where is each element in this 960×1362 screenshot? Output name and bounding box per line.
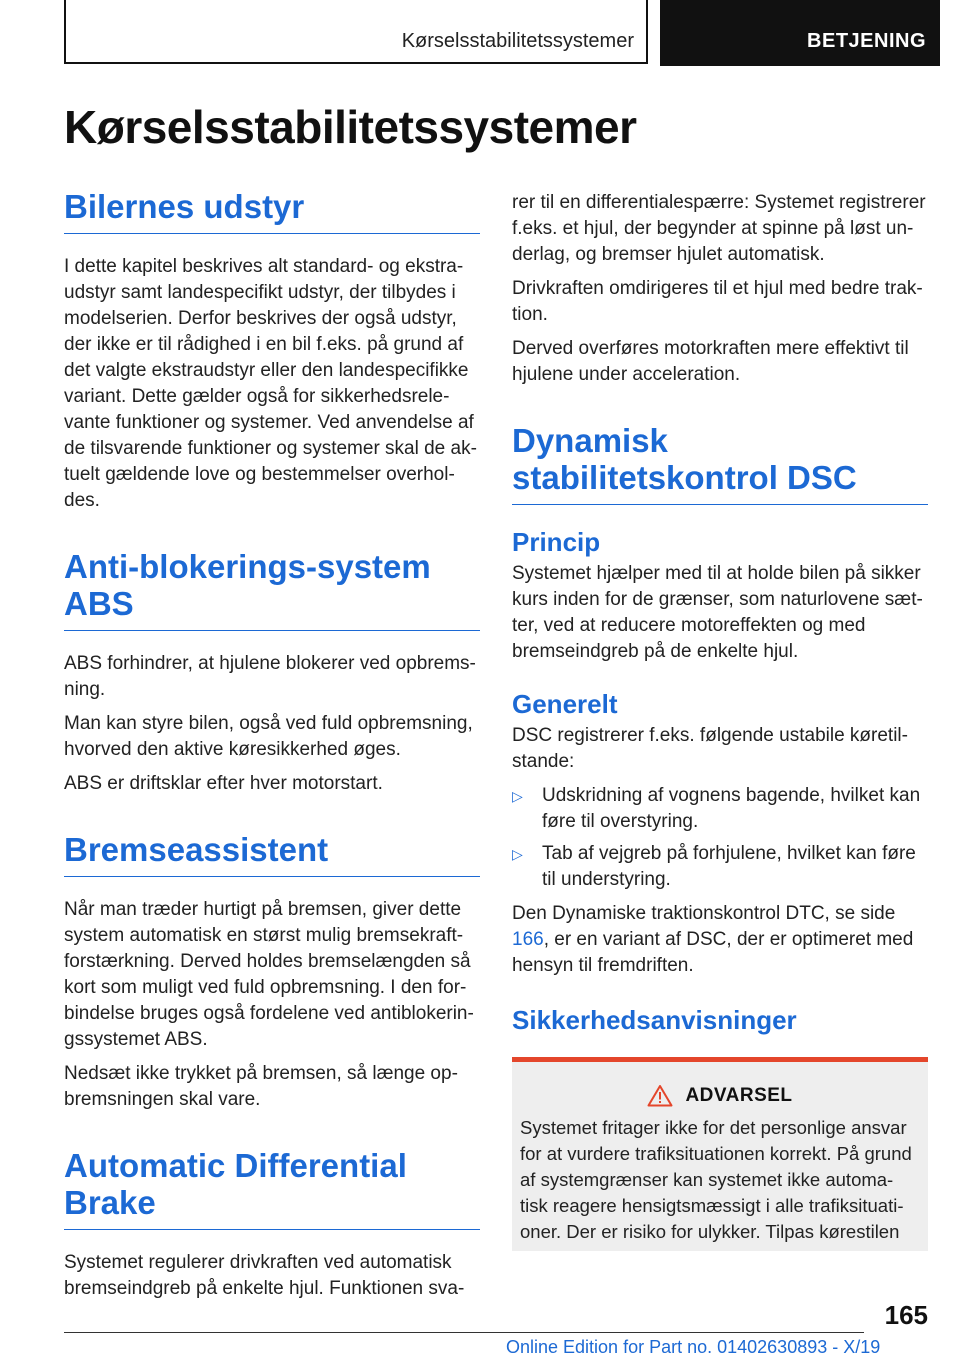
footer-edition-text: Online Edition for Part no. 01402630893 - X/19 [506,1337,881,1357]
list-item: ▷ Tab af vejgreb på forhjulene, hvilket kan føre til understyring. [512,843,916,890]
page-reference-link[interactable]: 166 [512,929,544,950]
paragraph: Systemet hjælper med til at holde bilen på sikker kurs inden for de grænser, som naturlovene sæt-ter, ved at reducere motoreffekten og med bremseindgreb på de enkelte hjul. [512,563,923,662]
paragraph: I dette kapitel beskrives alt standard- og ekstra-udstyr samt landespecifikt udstyr, der tilbydes i modelserien. Derfor beskrives der også udstyr, der ikke er til rådighed i en bil f.eks. på grund af det valgte ekstraudstyr eller den landespecifikke variant. Dette gælder også for sikkerhedsrele-vante funktioner og systemer. Ved anvendelse af de tilsvarende funktioner og systemer skal de ak-tuelt gældende love og bestemmelser overhol-des. [64,256,477,511]
paragraph: ABS forhindrer, at hjulene blokerer ved opbrems-ning. [64,653,476,700]
section-heading-abs: Anti-blokerings-system ABS [64,548,480,631]
section-heading-equipment: Bilernes udstyr [64,188,480,234]
footer-divider [64,1332,864,1333]
running-header-section [64,0,648,64]
paragraph: Når man træder hurtigt på bremsen, giver dette system automatisk en størst mulig bremsekraft-forstærkning. Derved holdes bremselængden så kort som muligt ved fuld opbremsning. I den for-bindelse bruges også fordelene ved antiblokerin-gssystemet ABS. [64,899,474,1050]
paragraph: Man kan styre bilen, også ved fuld opbremsning, hvorved den aktive køresikkerhed øges. [64,713,473,760]
running-header-title: Kørselsstabilitetssystemer [401,30,634,52]
bullet-list [512,783,928,893]
paragraph: Drivkraften omdirigeres til et hjul med bedre trak-tion. [512,278,923,325]
triangle-right-outline-icon: ▷ [512,846,523,862]
paragraph: DSC registrerer f.eks. følgende ustabile køretil-stande: [512,725,908,772]
page-title: Kørselsstabilitetssystemer [64,101,637,153]
running-header-chapter-tab [660,0,940,66]
warning-label: ADVARSEL [685,1084,793,1106]
subheading-principle: Princip [512,527,601,557]
right-column [512,190,928,1251]
paragraph: rer til en differentialespærre: Systemet registrerer f.eks. et hjul, der begynder at spinne på løst un-derlag, og bremser hjulet automatisk. [512,192,926,265]
paragraph: Derved overføres motorkraften mere effektivt til hjulene under acceleration. [512,338,909,385]
section-heading-adb: Automatic Differential Brake [64,1147,480,1230]
left-column [64,188,480,1302]
warning-header [520,1084,920,1107]
paragraph: Systemet regulerer drivkraften ved automatisk bremseindgreb på enkelte hjul. Funktionen sva- [64,1252,465,1299]
warning-text: Systemet fritager ikke for det personlige ansvar for at vurdere trafiksituationen korrekt. På grund af systemgrænser kan systemet ikke automa-tisk reagere hensigtsmæssigt i alle trafiksituati-oner. Der er risiko for ulykker. Tilpas kørestilen [520,1117,912,1242]
warning-triangle-icon [647,1084,673,1107]
paragraph: Nedsæt ikke trykket på bremsen, så længe op-bremsningen skal vare. [64,1063,458,1110]
subheading-safety: Sikkerhedsanvisninger [512,1005,797,1035]
page-number: 165 [884,1300,928,1330]
subheading-general: Generelt [512,689,618,719]
section-heading-dsc: Dynamisk stabilitetskontrol DSC [512,422,928,505]
warning-box [512,1057,928,1251]
paragraph: ABS er driftsklar efter hver motorstart. [64,773,383,794]
section-heading-brake-assist: Bremseassistent [64,831,480,877]
list-item: ▷ Udskridning af vognens bagende, hvilket kan føre til overstyring. [512,785,921,832]
chapter-label: BETJENING [807,30,926,52]
triangle-right-outline-icon: ▷ [512,788,523,804]
paragraph-dtc-reference: Den Dynamiske traktionskontrol DTC, se side 166, er en variant af DSC, der er optimeret med hensyn til fremdriften. [512,903,914,976]
